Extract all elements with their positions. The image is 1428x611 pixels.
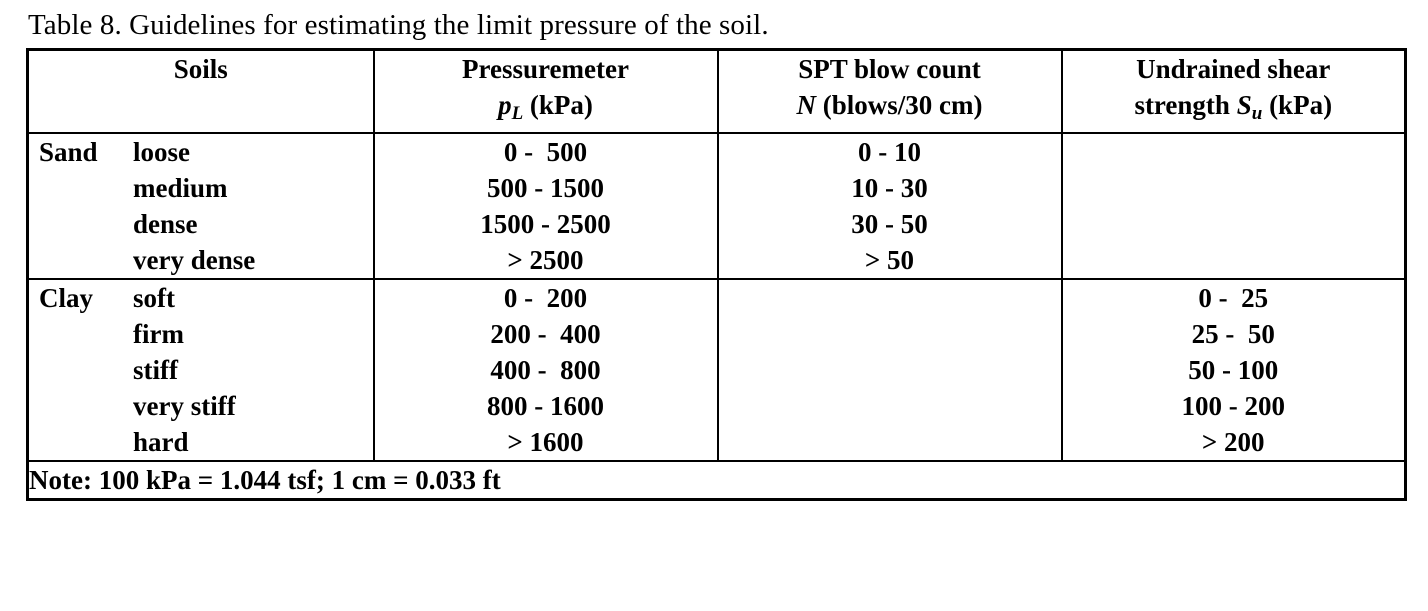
list-item: loose — [133, 137, 190, 167]
list-item: 0 - 500 — [503, 137, 588, 167]
symbol-su: S — [1236, 90, 1252, 120]
cell-undrained-clay — [1062, 279, 1406, 461]
soil-states-list — [133, 280, 373, 460]
list-item: > 1600 — [507, 427, 584, 457]
list-item: 100 - 200 — [1181, 391, 1285, 421]
soil-limit-pressure-table — [26, 48, 1407, 501]
cell-undrained-sand-empty — [1062, 133, 1406, 279]
list-item: 400 - 800 — [490, 355, 601, 385]
list-item: 30 - 50 — [851, 209, 928, 239]
column-header-undrained-line1: Undrained shear — [1136, 54, 1331, 84]
table-note: Note: 100 kPa = 1.044 tsf; 1 cm = 0.033 ft — [28, 461, 1406, 500]
list-item: 10 - 30 — [851, 173, 928, 203]
column-header-pressuremeter-line2 — [375, 87, 717, 132]
column-header-spt-line1: SPT blow count — [798, 54, 981, 84]
list-item: dense — [133, 209, 198, 239]
unit-kpa: (kPa) — [523, 90, 593, 120]
cell-spt-clay-empty — [718, 279, 1062, 461]
soil-type-label: Clay — [39, 283, 93, 313]
list-item: soft — [133, 283, 175, 313]
list-item: very dense — [133, 245, 256, 275]
unit-blows: (blows/30 cm) — [816, 90, 983, 120]
symbol-n: N — [796, 90, 816, 120]
label-strength: strength — [1134, 90, 1237, 120]
table-caption: Table 8. Guidelines for estimating the limit pressure of the soil. — [28, 9, 769, 41]
list-item: 0 - 25 — [1198, 283, 1269, 313]
cell-spt-sand — [718, 133, 1062, 279]
column-header-pressuremeter — [374, 50, 718, 134]
column-header-undrained-line2 — [1063, 87, 1405, 132]
column-header-undrained — [1062, 50, 1406, 134]
list-item: firm — [133, 319, 184, 349]
list-item: 1500 - 2500 — [480, 209, 611, 239]
list-item: 500 - 1500 — [487, 173, 604, 203]
column-header-soils-label: Soils — [173, 54, 228, 84]
list-item: 800 - 1600 — [487, 391, 604, 421]
list-item: medium — [133, 173, 228, 203]
soil-type-label: Sand — [39, 137, 98, 167]
list-item: stiff — [133, 355, 178, 385]
table-body — [28, 133, 1406, 500]
cell-soil-clay — [28, 279, 374, 461]
symbol-pl: p — [498, 90, 512, 120]
unit-kpa-su: (kPa) — [1262, 90, 1333, 120]
soil-states-list — [133, 134, 373, 278]
list-item: 25 - 50 — [1191, 319, 1275, 349]
table-note-row — [28, 461, 1406, 500]
symbol-pl-subscript: L — [511, 103, 524, 124]
column-header-spt — [718, 50, 1062, 134]
cell-pressuremeter-sand — [374, 133, 718, 279]
table-header-row — [28, 50, 1406, 134]
list-item: > 2500 — [507, 245, 584, 275]
list-item: 200 - 400 — [490, 319, 601, 349]
list-item: 0 - 10 — [858, 137, 921, 167]
list-item: very stiff — [133, 391, 236, 421]
table-row — [28, 279, 1406, 461]
column-header-spt-line2 — [719, 87, 1061, 123]
cell-soil-sand — [28, 133, 374, 279]
list-item: hard — [133, 427, 189, 457]
table-header — [28, 50, 1406, 134]
list-item: 50 - 100 — [1188, 355, 1279, 385]
table-row — [28, 133, 1406, 279]
list-item: 0 - 200 — [503, 283, 588, 313]
list-item: > 200 — [1201, 427, 1265, 457]
list-item: > 50 — [864, 245, 915, 275]
column-header-soils — [28, 50, 374, 134]
cell-pressuremeter-clay — [374, 279, 718, 461]
symbol-su-subscript: u — [1251, 103, 1263, 124]
column-header-pressuremeter-line1: Pressuremeter — [462, 54, 629, 84]
